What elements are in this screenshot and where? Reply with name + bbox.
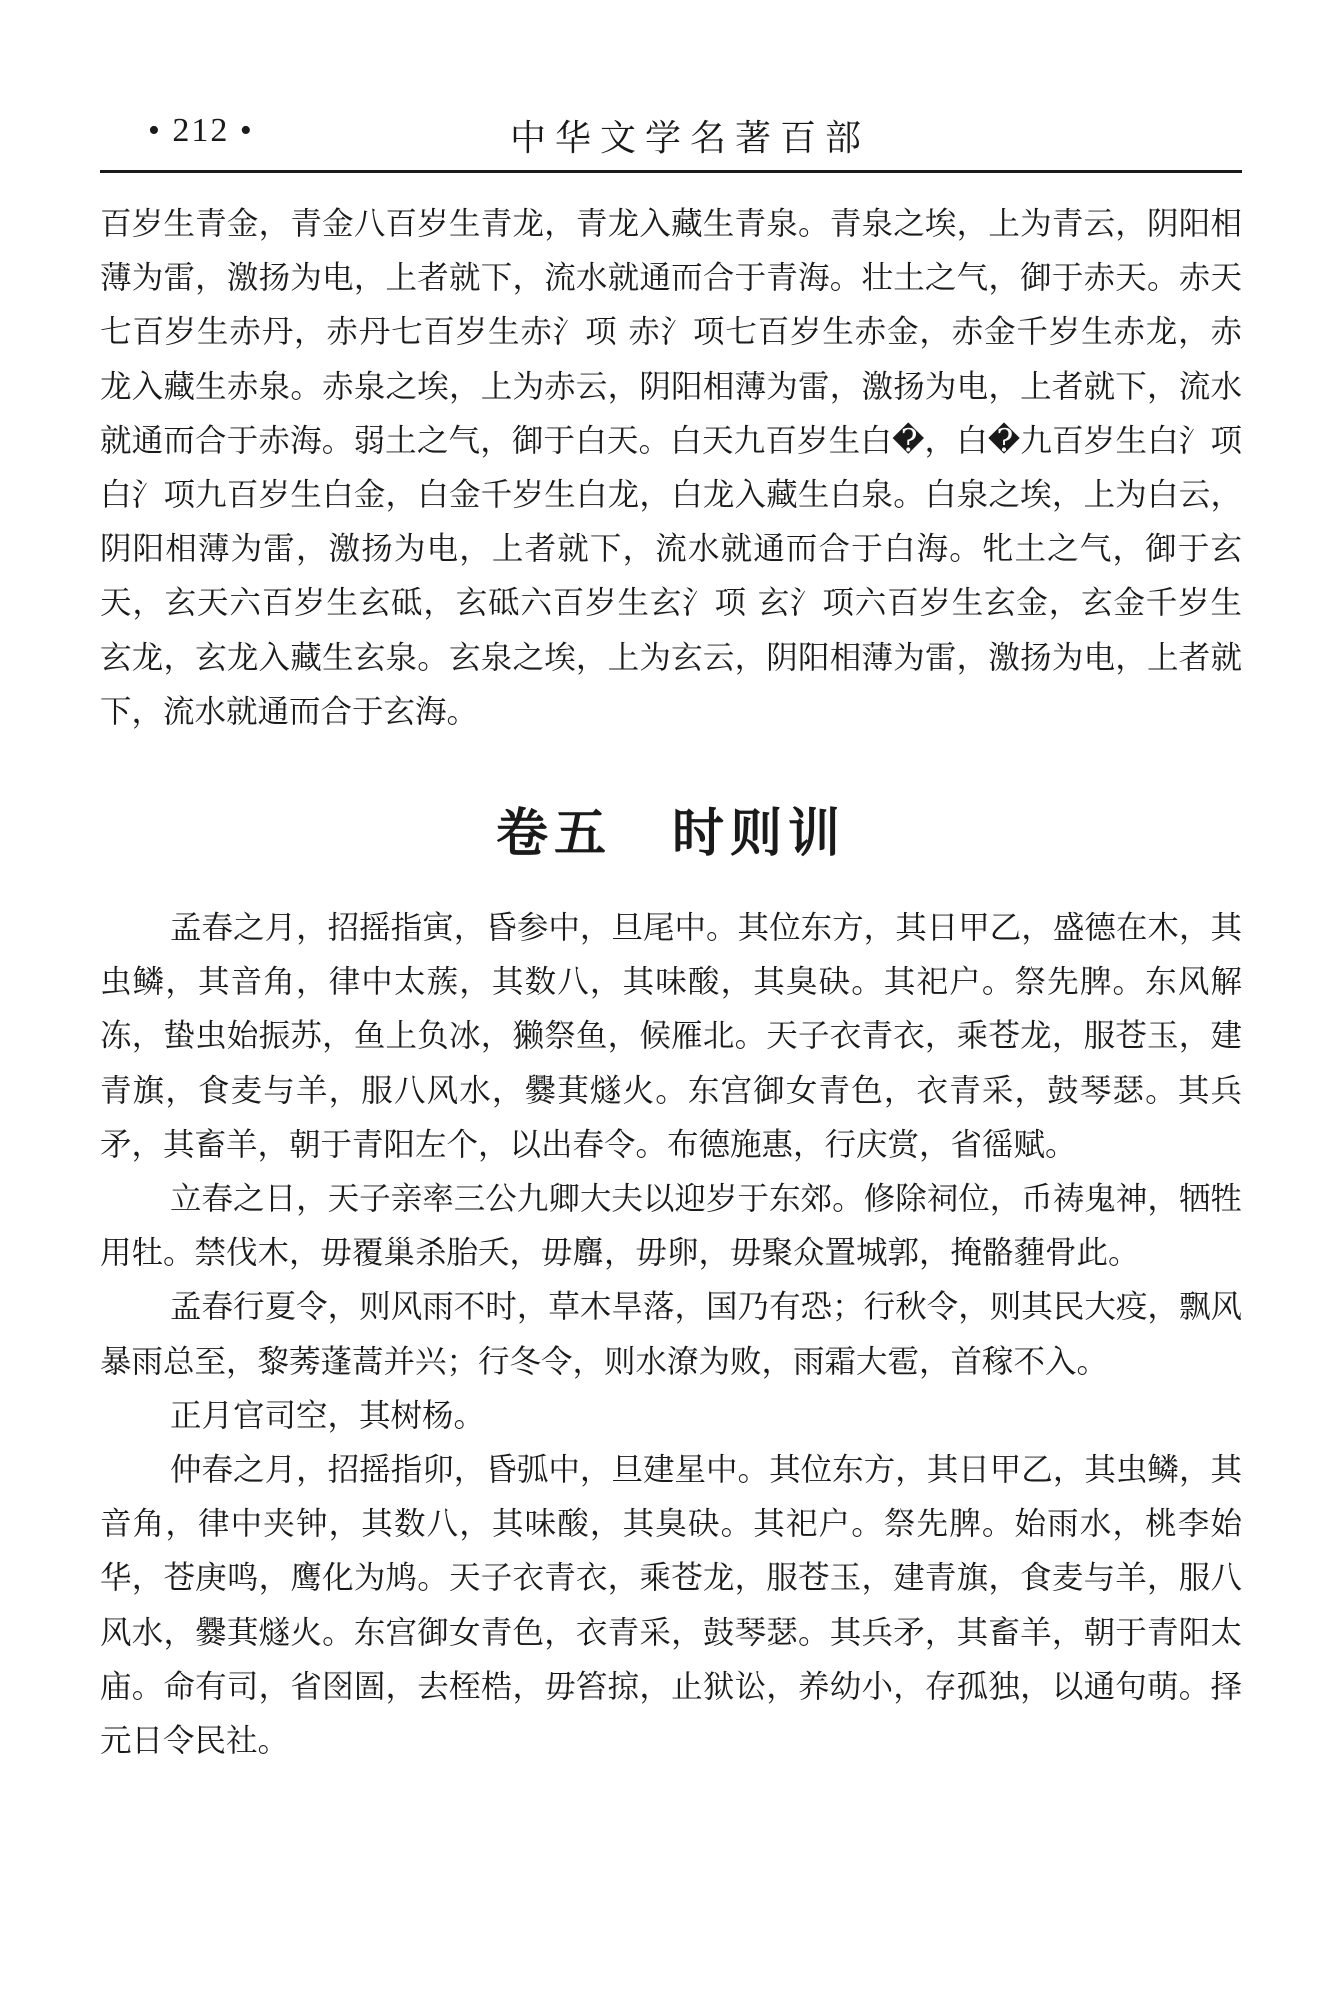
paragraph-li-chun: 立春之日，天子亲率三公九卿大夫以迎岁于东郊。修除祠位，币祷鬼神，牺牲用牡。禁伐木，毋覆巢杀胎夭，毋麛，毋卵，毋聚众置城郭，掩骼薶骨此。 xyxy=(100,1181,1242,1272)
page-header xyxy=(100,100,1242,173)
paragraph-zhong-chun: 仲春之月，招摇指卯，昏弧中，旦建星中。其位东方，其日甲乙，其虫鳞，其音角，律中夹钟，其数八，其味酸，其臭砄。其祀户。祭先脾。始雨水，桃李始华，苍庚鸣，鹰化为鸠。天子衣青衣，乘苍龙，服苍玉，建青旗，食麦与羊，服八风水，爨萁燧火。东宫御女青色，衣青采，鼓琴瑟。其兵矛，其畜羊，朝于青阳太庙。命有司，省囹圄，去桎梏，毋笞掠，止狱讼，养幼小，存孤独，以通句萌。择元日令民社。 xyxy=(100,1452,1242,1760)
running-title: 中华文学名著百部 xyxy=(510,118,871,159)
section-heading xyxy=(100,797,1242,871)
section-body xyxy=(100,901,1242,1768)
paragraph-meng-chun: 孟春之月，招摇指寅，昏参中，旦尾中。其位东方，其日甲乙，盛德在木，其虫鳞，其音角，律中太蔟，其数八，其味酸，其臭砄。其祀户。祭先脾。东风解冻，蛰虫始振苏，鱼上负冰，獭祭鱼，候雁北。天子衣青衣，乘苍龙，服苍玉，建青旗，食麦与羊，服八风水，爨萁燧火。东宫御女青色，衣青采，鼓琴瑟。其兵矛，其畜羊，朝于青阳左个，以出春令。布德施惠，行庆赏，省徭赋。 xyxy=(100,910,1242,1163)
section-volume: 卷五 xyxy=(495,804,612,865)
page-number: • 212 • xyxy=(148,112,254,149)
section-name: 时则训 xyxy=(672,804,847,865)
book-page xyxy=(100,100,1242,1768)
paragraph-first-month: 正月官司空，其树杨。 xyxy=(170,1397,486,1434)
continuation-paragraph: 百岁生青金，青金八百岁生青龙，青龙入藏生青泉。青泉之埃，上为青云，阴阳相薄为雷，激扬为电，上者就下，流水就通而合于青海。壮土之气，御于赤天。赤天七百岁生赤丹，赤丹七百岁生赤氵项 赤氵项七百岁生赤金，赤金千岁生赤龙，赤龙入藏生赤泉。赤泉之埃，上为赤云，阴阳相薄为雷，激扬为电，上者就下，流水就通而合于赤海。弱土之气，御于白天。白天九百岁生白�，白�九百岁生白氵项 白氵项九百岁生白金，白金千岁生白龙，白龙入藏生白泉。白泉之埃，上为白云，阴阳相薄为雷，激扬为电，上者就下，流水就通而合于白海。牝土之气，御于玄天，玄天六百岁生玄砥，玄砥六百岁生玄氵项 玄氵项六百岁生玄金，玄金千岁生玄龙，玄龙入藏生玄泉。玄泉之埃，上为玄云，阴阳相薄为雷，激扬为电，上者就下，流水就通而合于玄海。 xyxy=(100,206,1242,730)
paragraph-meng-chun-omens: 孟春行夏令，则风雨不时，草木旱落，国乃有恐；行秋令，则其民大疫，飘风暴雨总至，黎莠蓬蒿并兴；行冬令，则水潦为败，雨霜大雹，首稼不入。 xyxy=(100,1289,1242,1380)
